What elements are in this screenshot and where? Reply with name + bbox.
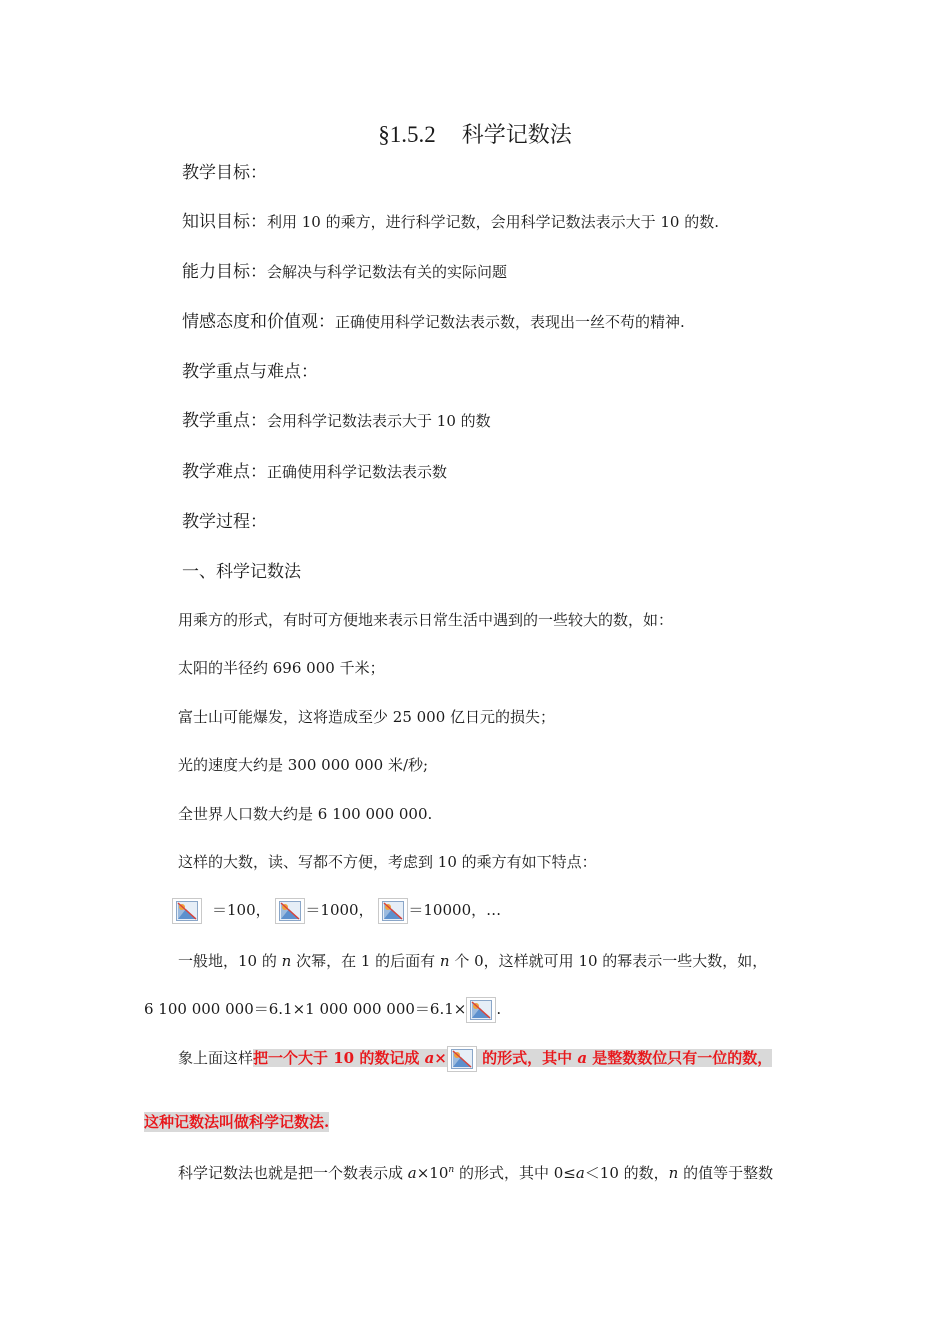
knowledge-text: 利用 10 的乘方，进行科学记数，会用科学记数法表示大于 10 的数. <box>267 213 720 231</box>
general-paragraph <box>178 951 767 971</box>
definition-highlight-2: 的形式，其中 <box>476 1049 578 1067</box>
definition-paragraph <box>178 1044 772 1072</box>
ability-label: 能力目标： <box>182 262 267 282</box>
title-section-number: §1.5.2 <box>378 122 436 147</box>
var-a: a <box>407 1164 417 1182</box>
key-point <box>182 410 491 432</box>
var-n: n <box>281 952 292 970</box>
var-a: a <box>575 1164 585 1182</box>
power-intro: 这样的大数，读、写都不方便，考虑到 10 的乘方有如下特点： <box>178 853 597 871</box>
var-a: a <box>424 1049 435 1067</box>
last-text-4: ＜10 的数， <box>584 1164 669 1182</box>
emotion-objective <box>182 311 685 333</box>
ability-objective <box>182 261 507 283</box>
power-value-1000: ＝1000， <box>305 901 374 919</box>
power-value-10000: ＝10000， <box>408 901 487 919</box>
scientific-notation-paragraph <box>178 1160 773 1183</box>
image-placeholder-icon <box>378 898 408 924</box>
last-text-1: 科学记数法也就是把一个数表示成 <box>178 1164 408 1182</box>
key-heading: 教学重点与难点： <box>182 362 318 382</box>
image-placeholder-icon <box>447 1046 477 1072</box>
example-population: 全世界人口数大约是 6 100 000 000. <box>178 805 433 823</box>
times-sign: × <box>434 1049 447 1067</box>
image-placeholder-icon <box>275 898 305 924</box>
var-a: a <box>577 1049 588 1067</box>
equation-text: 6 100 000 000＝6.1×1 000 000 000＝6.1× <box>144 1000 467 1018</box>
power-examples <box>172 897 501 924</box>
knowledge-objective <box>182 211 719 233</box>
knowledge-label: 知识目标： <box>182 212 267 232</box>
ability-text: 会解决与科学记数法有关的实际问题 <box>267 263 508 281</box>
objectives-heading: 教学目标： <box>182 163 267 183</box>
section-heading: 一、科学记数法 <box>182 562 301 582</box>
image-placeholder-icon <box>466 997 496 1023</box>
definition-prefix: 象上面这样 <box>178 1049 254 1067</box>
equation-end: . <box>496 1000 502 1018</box>
difficulty-point <box>182 461 447 483</box>
var-n: n <box>668 1164 679 1182</box>
definition-highlight-1: 把一个大于 10 的数记成 <box>253 1049 425 1067</box>
general-text-2: 次幂，在 1 的后面有 <box>291 952 440 970</box>
example-sun: 太阳的半径约 696 000 千米； <box>178 659 385 677</box>
definition-conclusion: 这种记数法叫做科学记数法. <box>144 1113 330 1131</box>
example-equation <box>144 995 501 1023</box>
general-text-1: 一般地，10 的 <box>178 952 282 970</box>
difficulty-label: 教学难点： <box>182 462 267 482</box>
general-text-3: 个 0，这样就可用 10 的幂表示一些大数，如， <box>449 952 768 970</box>
emotion-text: 正确使用科学记数法表示数，表现出一丝不苟的精神. <box>335 313 685 331</box>
intro-paragraph: 用乘方的形式，有时可方便地来表示日常生活中遇到的一些较大的数，如： <box>178 611 674 629</box>
last-text-3: 的形式，其中 0≤ <box>454 1164 576 1182</box>
example-fuji: 富士山可能爆发，这将造成至少 25 000 亿日元的损失； <box>178 708 556 726</box>
power-value-100: ＝100， <box>212 901 271 919</box>
process-heading: 教学过程： <box>182 512 267 532</box>
var-n: n <box>439 952 450 970</box>
last-text-5: 的值等于整数 <box>678 1164 774 1182</box>
image-placeholder-icon <box>172 898 202 924</box>
example-light: 光的速度大约是 300 000 000 米/秒; <box>178 756 429 774</box>
emotion-label: 情感态度和价值观： <box>182 312 335 332</box>
definition-highlight-3: 是整数数位只有一位的数， <box>587 1049 773 1067</box>
ellipsis: … <box>486 901 502 919</box>
title-text: 科学记数法 <box>461 123 572 148</box>
key-point-label: 教学重点： <box>182 411 267 431</box>
exponent-n: n <box>448 1165 455 1175</box>
key-point-text: 会用科学记数法表示大于 10 的数 <box>267 412 491 430</box>
difficulty-text: 正确使用科学记数法表示数 <box>267 463 448 481</box>
page-title <box>0 121 950 150</box>
last-text-2: ×10 <box>416 1164 449 1182</box>
